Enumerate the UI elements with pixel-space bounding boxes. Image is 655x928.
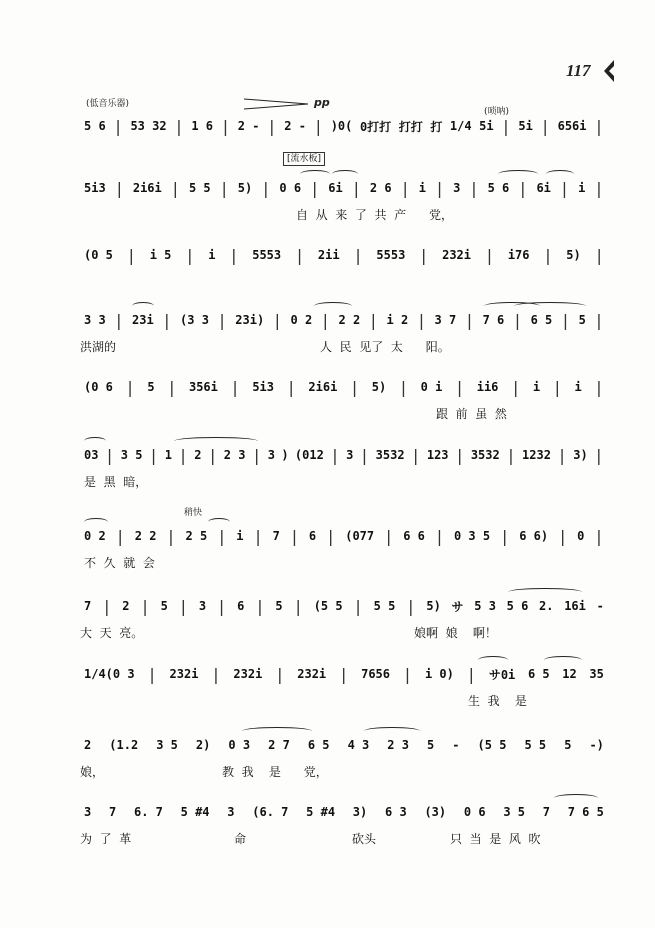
note-group: 6 6) — [519, 529, 549, 543]
barline: | — [484, 245, 495, 265]
note-group: 232i — [233, 667, 263, 681]
barline: | — [402, 664, 413, 684]
barline: | — [510, 377, 521, 397]
barline: | — [309, 178, 320, 198]
barline: | — [114, 178, 125, 198]
barline: | — [325, 526, 336, 546]
note-group: 356i — [188, 380, 218, 394]
note-group: 4 3 — [347, 738, 370, 752]
note-group: 打 — [430, 119, 443, 134]
notation-line — [84, 375, 604, 399]
barline: | — [289, 526, 300, 546]
note-group: 3 3 — [84, 313, 106, 327]
slur-mark — [544, 656, 582, 664]
note-group: 0 3 5 — [453, 529, 491, 543]
slur-mark — [84, 518, 108, 526]
slur-mark — [300, 170, 330, 178]
note-group: 2 6 — [369, 181, 392, 195]
note-group: )0( — [330, 119, 353, 133]
barline: | — [594, 526, 604, 546]
note-group: 5 5 — [524, 738, 547, 752]
note-group: ii6 — [476, 380, 499, 394]
barline: | — [286, 377, 297, 397]
barline: | — [216, 526, 227, 546]
note-group: 5) — [426, 599, 441, 613]
note-group: 5) — [371, 380, 387, 394]
dynamic-marking: pp — [314, 96, 330, 109]
barline: | — [594, 178, 604, 198]
note-group: 1232 — [522, 448, 551, 462]
barline: | — [499, 526, 510, 546]
notation-line — [84, 662, 604, 686]
barline: | — [454, 445, 465, 465]
barline: | — [594, 116, 604, 136]
note-group: 6 5 — [527, 667, 550, 681]
note-group: - — [596, 599, 604, 613]
note-group: 5 #4 — [306, 805, 336, 819]
note-group: 7 — [84, 599, 92, 613]
notation-line — [84, 443, 604, 467]
note-group: 7 — [272, 529, 280, 543]
note-group: i — [208, 248, 216, 262]
barline: | — [230, 377, 240, 397]
note-group: 1 — [164, 448, 172, 462]
note-group: 3532 — [375, 448, 405, 462]
note-group: 5 — [147, 380, 155, 394]
barline: | — [501, 116, 511, 136]
note-group: 5 — [160, 599, 168, 613]
slur-mark — [554, 794, 598, 802]
slur-mark — [498, 170, 538, 178]
barline: | — [148, 445, 159, 465]
barline: | — [406, 596, 416, 616]
barline: | — [272, 310, 283, 330]
barline: | — [540, 116, 551, 136]
barline: | — [410, 445, 421, 465]
note-group: 7 — [108, 805, 117, 819]
notation-line — [84, 733, 604, 757]
note-group: 6 5 — [307, 738, 330, 752]
note-group: 0打打 — [359, 119, 392, 134]
note-group: (0 6 — [84, 380, 113, 394]
note-group: 2 - — [284, 119, 306, 133]
note-group: 2) — [195, 738, 211, 752]
note-group: 5) — [237, 181, 253, 195]
barline: | — [512, 310, 523, 330]
barline: | — [178, 445, 188, 465]
barline: | — [351, 178, 362, 198]
barline: | — [126, 245, 137, 265]
lyrics-line: 人 民 见了 太 阳。 — [320, 340, 450, 354]
barline: | — [125, 377, 135, 397]
note-group: 6 3 — [385, 805, 407, 819]
notation-line — [84, 243, 604, 267]
barline: | — [359, 445, 370, 465]
note-group: 6i — [328, 181, 343, 195]
barline: | — [293, 596, 303, 616]
note-group: 6 — [237, 599, 245, 613]
barline: | — [113, 116, 123, 136]
page-corner-mark — [602, 60, 616, 82]
note-group: 2 2 — [134, 529, 157, 543]
barline: | — [434, 178, 445, 198]
note-group: 5 — [564, 738, 572, 752]
note-group: i76 — [507, 248, 530, 262]
barline: | — [557, 445, 567, 465]
barline: | — [400, 178, 410, 198]
note-group: 1/4 — [449, 119, 472, 133]
note-group: 16i — [564, 599, 586, 613]
barline: | — [557, 526, 568, 546]
note-group: 5 6 — [84, 119, 106, 133]
note-group: 3 — [453, 181, 461, 195]
tempo-label-faster: 稍快 — [184, 508, 203, 518]
lyrics-line: 教 我 是 党， — [222, 765, 328, 779]
barline: | — [219, 178, 230, 198]
bass-instrument-label: (低音乐器) — [86, 99, 130, 109]
note-group: 23i — [132, 313, 154, 327]
lyrics-line: 自 从 来 了 共 产 党， — [296, 208, 454, 222]
barline: | — [330, 445, 340, 465]
note-group: 6 — [308, 529, 317, 543]
note-group: 232i — [297, 667, 327, 681]
note-group: 6i — [536, 181, 551, 195]
barline: | — [559, 178, 570, 198]
note-group: 6. 7 — [133, 805, 163, 819]
note-group: サ — [451, 599, 464, 614]
decrescendo-hairpin — [244, 97, 310, 111]
note-group: (3 3 — [180, 313, 209, 327]
barline: | — [207, 445, 218, 465]
note-group: 1 6 — [191, 119, 214, 133]
note-group: (1.2 — [109, 738, 139, 752]
barline: | — [368, 310, 379, 330]
barline: | — [594, 310, 604, 330]
barline: | — [267, 116, 277, 136]
notation-line — [84, 114, 604, 138]
note-group: (012 — [294, 448, 324, 462]
barline: | — [594, 377, 604, 397]
note-group: 7656 — [361, 667, 391, 681]
note-group: 2 7 — [268, 738, 290, 752]
note-group: - — [452, 738, 460, 752]
barline: | — [162, 310, 172, 330]
note-group: 2 3 — [387, 738, 409, 752]
barline: | — [454, 377, 465, 397]
note-group: 5) — [566, 248, 581, 262]
barline: | — [416, 310, 427, 330]
note-group: 2i6i — [132, 181, 162, 195]
note-group: 2i6i — [308, 380, 338, 394]
note-group: 232i — [442, 248, 472, 262]
note-group: 2 — [84, 738, 92, 752]
barline: | — [552, 377, 563, 397]
note-group: 2 5 — [185, 529, 208, 543]
slur-mark — [84, 437, 106, 445]
note-group: 03 — [84, 448, 99, 462]
barline: | — [211, 664, 221, 684]
note-group: i — [578, 181, 586, 195]
barline: | — [147, 664, 157, 684]
slur-mark — [132, 302, 154, 310]
note-group: 3 — [346, 448, 354, 462]
suona-label: (唢呐) — [484, 107, 510, 117]
barline: | — [114, 310, 124, 330]
barline: | — [594, 245, 604, 265]
note-group: i 2 — [386, 313, 409, 327]
note-group: (077 — [345, 529, 375, 543]
note-group: (5 5 — [477, 738, 507, 752]
slur-mark — [546, 170, 574, 178]
note-group: 5 6 — [506, 599, 529, 613]
barline: | — [184, 245, 195, 265]
page-number: 117 — [566, 61, 591, 80]
note-group: (0 5 — [84, 248, 113, 262]
note-group: 0 6 — [463, 805, 486, 819]
notation-line — [84, 594, 604, 618]
barline: | — [353, 596, 363, 616]
note-group: 656i — [557, 119, 587, 133]
lyrics-left: 大 天 亮。 — [80, 626, 144, 640]
barline: | — [506, 445, 516, 465]
lyrics-line: 只 当 是 风 吹 — [450, 832, 541, 846]
slur-mark — [514, 302, 586, 310]
note-group: 2 2 — [338, 313, 361, 327]
slur-mark — [242, 727, 312, 735]
note-group: 5553 — [252, 248, 282, 262]
note-group: (3) — [424, 805, 447, 819]
note-group: i — [574, 380, 582, 394]
barline: | — [101, 596, 112, 616]
barline: | — [294, 245, 305, 265]
note-group: 0 6 — [279, 181, 302, 195]
note-group: 3 7 — [434, 313, 457, 327]
lyrics-left: 为 了 革 — [80, 832, 132, 846]
note-group: 35 — [589, 667, 604, 681]
note-group: 0 — [577, 529, 585, 543]
note-group: 5 5 — [373, 599, 396, 613]
slur-mark — [314, 302, 352, 310]
note-group: 6 5 — [530, 313, 553, 327]
note-group: 7 6 5 — [567, 805, 604, 819]
barline: | — [261, 178, 271, 198]
note-group: -) — [589, 738, 604, 752]
slur-mark — [208, 518, 230, 526]
note-group: 5 — [275, 599, 283, 613]
note-group: 3 5 — [503, 805, 525, 819]
note-group: 3 5 — [156, 738, 178, 752]
lyrics-line: 生 我 是 — [468, 694, 527, 708]
note-group: 3 — [227, 805, 235, 819]
note-group: (5 5 — [313, 599, 343, 613]
barline: | — [115, 526, 126, 546]
barline: | — [418, 245, 429, 265]
note-group: 5 — [578, 313, 586, 327]
barline: | — [174, 116, 184, 136]
note-group: 1/4(0 3 — [84, 667, 135, 681]
note-group: 12 — [562, 667, 577, 681]
note-group: 3 5 — [120, 448, 143, 462]
barline: | — [383, 526, 394, 546]
tempo-label-liushui: [流水板] — [283, 152, 325, 166]
note-group: 5i3 — [252, 380, 274, 394]
barline: | — [594, 445, 604, 465]
note-group: 3 — [198, 599, 207, 613]
note-group: 3) — [573, 448, 588, 462]
note-group: 7 — [542, 805, 550, 819]
slur-mark — [174, 437, 258, 445]
barline: | — [104, 445, 115, 465]
lyrics-line: 娘啊 娘 啊！ — [414, 626, 497, 640]
note-group: i 5 — [149, 248, 172, 262]
barline: | — [313, 116, 324, 136]
barline: | — [217, 310, 227, 330]
note-group: 5 #4 — [180, 805, 210, 819]
notation-line — [84, 524, 604, 548]
note-group: サ0i — [488, 667, 516, 682]
barline: | — [469, 178, 479, 198]
barline: | — [543, 245, 553, 265]
notation-line — [84, 308, 604, 332]
note-group: i — [532, 380, 541, 394]
barline: | — [229, 245, 239, 265]
slur-mark — [332, 170, 358, 178]
barline: | — [338, 664, 349, 684]
note-group: i — [418, 181, 426, 195]
note-group: 0 2 — [290, 313, 313, 327]
note-group: 6 6 — [403, 529, 425, 543]
barline: | — [464, 310, 475, 330]
note-group: 3) — [352, 805, 368, 819]
note-group: 2 3 — [223, 448, 246, 462]
note-group: 5i3 — [84, 181, 106, 195]
note-group: i 0) — [424, 667, 454, 681]
note-group: 5 — [427, 738, 435, 752]
barline: | — [253, 526, 263, 546]
barline: | — [518, 178, 528, 198]
slur-mark — [508, 588, 582, 596]
barline: | — [398, 377, 409, 397]
note-group: 0 3 — [228, 738, 251, 752]
barline: | — [166, 377, 177, 397]
note-group: (6. 7 — [252, 805, 289, 819]
note-group: 2 - — [237, 119, 260, 133]
slur-mark — [364, 727, 420, 735]
note-group: i — [236, 529, 244, 543]
barline: | — [434, 526, 445, 546]
barline: | — [466, 664, 477, 684]
barline: | — [349, 377, 360, 397]
barline: | — [166, 526, 176, 546]
barline: | — [274, 664, 285, 684]
note-group: 2 — [122, 599, 130, 613]
barline: | — [560, 310, 571, 330]
barline: | — [140, 596, 150, 616]
note-group: 2 — [194, 448, 202, 462]
note-group: 3532 — [470, 448, 500, 462]
barline: | — [220, 116, 231, 136]
lyrics-line: 跟 前 虽 然 — [436, 407, 507, 421]
note-group: 5553 — [376, 248, 406, 262]
note-group: 2. — [539, 599, 554, 613]
barline: | — [353, 245, 363, 265]
note-group: 23i) — [235, 313, 265, 327]
note-group: 5i — [518, 119, 533, 133]
notation-line — [84, 176, 604, 200]
note-group: 3 — [267, 448, 276, 462]
barline: | — [320, 310, 331, 330]
slur-mark — [478, 656, 508, 664]
barline: | — [178, 596, 189, 616]
note-group: 3 — [84, 805, 92, 819]
lyrics-mid: 命 — [234, 832, 247, 846]
note-group: 7 6 — [482, 313, 505, 327]
note-group: 5 5 — [188, 181, 211, 195]
note-group: 123 — [426, 448, 449, 462]
note-group: 2ii — [317, 248, 340, 262]
lyrics-left: 洪湖的 — [80, 340, 117, 354]
note-group: ) — [281, 448, 289, 462]
barline: | — [251, 445, 262, 465]
barline: | — [170, 178, 181, 198]
note-group: 5 6 — [487, 181, 510, 195]
note-group: 5i — [479, 119, 494, 133]
note-group: 5 3 — [474, 599, 496, 613]
lyrics-line: 不 久 就 会 — [84, 556, 155, 570]
barline: | — [216, 596, 227, 616]
lyrics-mid2: 砍头 — [352, 832, 377, 846]
lyrics-line: 是 黑 暗， — [84, 475, 148, 489]
note-group: 53 32 — [130, 119, 167, 133]
notation-line — [84, 800, 604, 824]
note-group: 打打 — [398, 119, 423, 134]
barline: | — [255, 596, 265, 616]
note-group: 0 i — [420, 380, 443, 394]
lyrics-left: 娘， — [80, 765, 105, 779]
note-group: 0 2 — [84, 529, 106, 543]
note-group: 232i — [169, 667, 199, 681]
